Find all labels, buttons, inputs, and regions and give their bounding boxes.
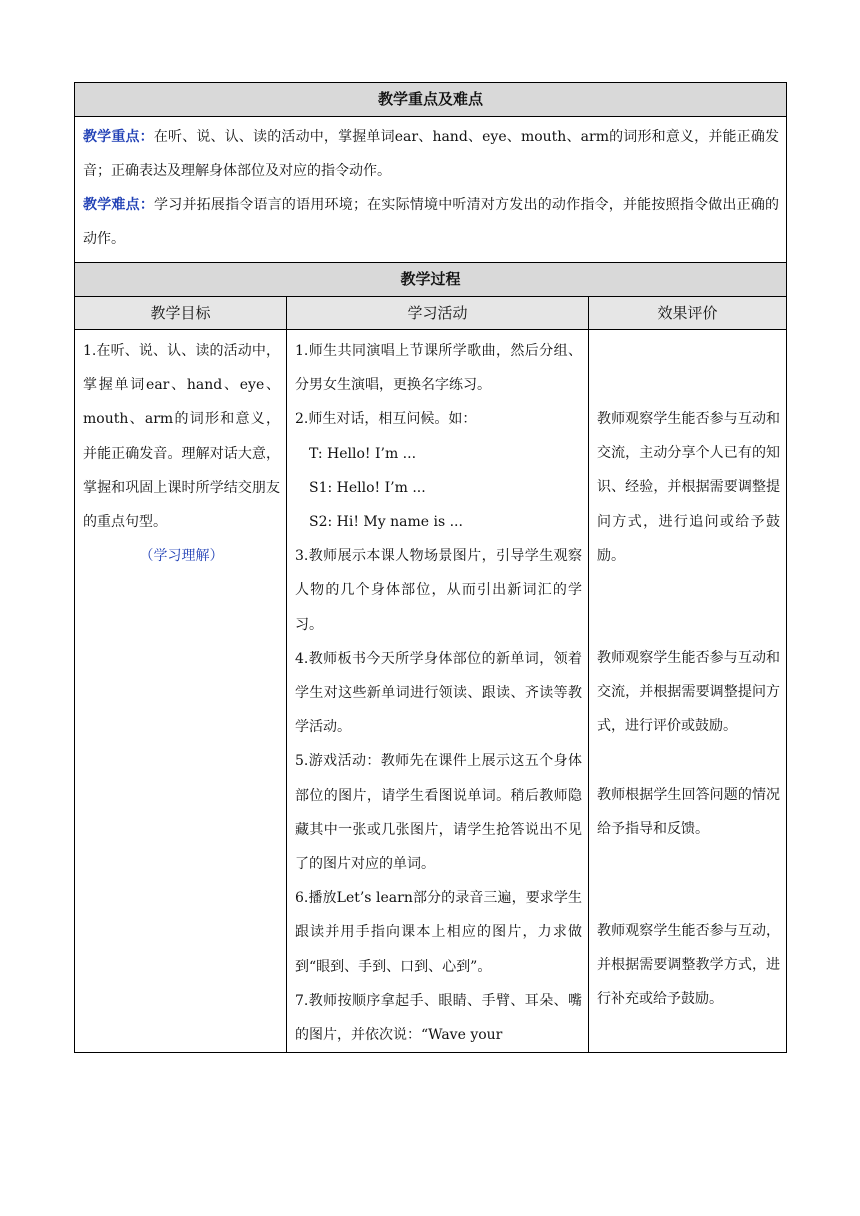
activity-item: 7.教师按顺序拿起手、眼睛、手臂、耳朵、嘴的图片，并依次说：“Wave your: [295, 992, 582, 1044]
focus-section-content: [75, 117, 787, 263]
difficulty-text: 学习并拓展指令语言的语用环境；在实际情境中听清对方发出的动作指令，并能按照指令做出正确的动作。: [83, 197, 780, 247]
dialogue-line: S1: Hello! I’m ...: [309, 479, 426, 496]
difficulty-paragraph: [83, 188, 779, 256]
activity-item: 6.播放Let’s learn部分的录音三遍，要求学生跟读并用手指向课本上相应的图片，力求做到“眼到、手到、口到、心到”。: [295, 890, 582, 975]
activity-item: 4.教师板书今天所学身体部位的新单词，领着学生对这些新单词进行领读、跟读、齐读等教学活动。: [295, 650, 582, 736]
evaluation-item: 教师观察学生能否参与互动，并根据需要调整教学方式，进行补充或给予鼓励。: [597, 923, 781, 1008]
dialogue-line: T: Hello! I’m ...: [309, 445, 417, 462]
activity-item: 1.师生共同演唱上节课所学歌曲，然后分组、分男女生演唱，更换名字练习。: [295, 343, 582, 394]
lesson-plan-table: [74, 82, 787, 1053]
column-header-activity: 学习活动: [287, 297, 589, 330]
goal-note: （学习理解）: [139, 548, 224, 565]
evaluation-cell: [589, 330, 787, 1053]
column-header-goal: 教学目标: [75, 297, 287, 330]
goal-text: 1.在听、说、认、读的活动中，掌握单词ear、hand、eye、mouth、arm的词形和意义，并能正确发音。理解对话大意，掌握和巩固上课时所学结交朋友的重点句型。: [83, 343, 280, 531]
evaluation-item: 教师根据学生回答问题的情况给予指导和反馈。: [597, 786, 781, 837]
key-point-paragraph: [83, 120, 779, 188]
focus-section-heading: 教学重点及难点: [75, 83, 787, 117]
activity-item: 2.师生对话，相互问候。如：: [295, 411, 477, 428]
activity-cell: [287, 330, 589, 1053]
activity-item: 3.教师展示本课人物场景图片，引导学生观察人物的几个身体部位，从而引出新词汇的学习。: [295, 548, 582, 633]
evaluation-item: 教师观察学生能否参与互动和交流，并根据需要调整提问方式，进行评价或鼓励。: [597, 650, 781, 735]
process-section-heading: 教学过程: [75, 263, 787, 297]
goal-cell: [75, 330, 287, 1053]
key-point-text: 在听、说、认、读的活动中，掌握单词ear、hand、eye、mouth、arm的词形和意义，并能正确发音；正确表达及理解身体部位及对应的指令动作。: [83, 129, 780, 179]
column-header-evaluation: 效果评价: [589, 297, 787, 330]
difficulty-label: 教学难点：: [83, 197, 155, 213]
evaluation-item: 教师观察学生能否参与互动和交流，主动分享个人已有的知识、经验，并根据需要调整提问方式，进行追问或给予鼓励。: [597, 411, 781, 564]
process-row: [75, 330, 787, 1053]
key-point-label: 教学重点：: [83, 129, 154, 145]
activity-item: 5.游戏活动：教师先在课件上展示这五个身体部位的图片，请学生看图说单词。稍后教师隐藏其中一张或几张图片，请学生抢答说出不见了的图片对应的单词。: [295, 753, 582, 873]
dialogue-line: S2: Hi! My name is ...: [309, 514, 463, 531]
